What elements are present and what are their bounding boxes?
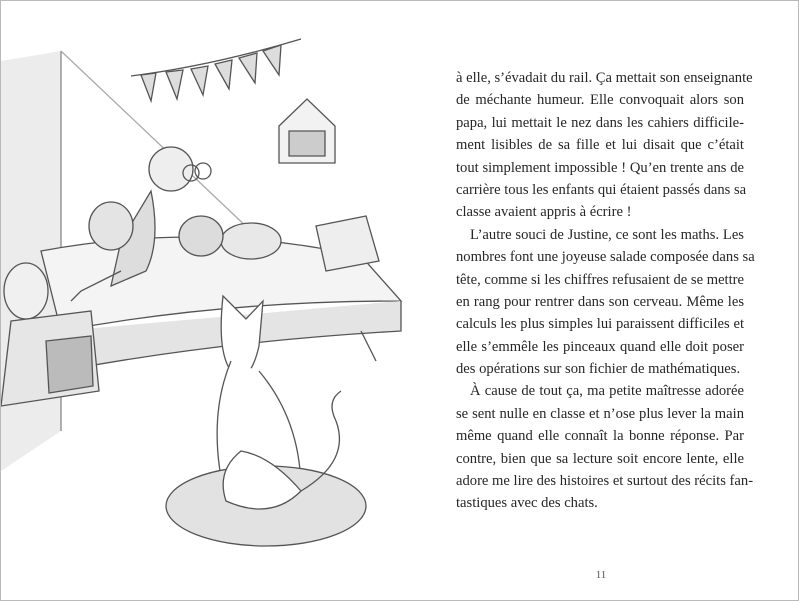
text-line: carrière tous les enfants qui étaient passés dans sa xyxy=(456,181,747,198)
girl-with-cat-in-bedroom-illustration xyxy=(1,1,421,601)
text-line: nombres font une joyeuse salade composée dans sa xyxy=(456,249,755,266)
paragraph xyxy=(456,67,753,224)
text-line: adore me lire des histoires et surtout des récits fan- xyxy=(456,473,754,490)
text-line: tout simplement impossible ! Qu’en trente ans de xyxy=(456,159,744,176)
text-line: classe avaient appris à écrire ! xyxy=(456,204,632,221)
text-line: à elle, s’évadait du rail. Ça mettait son enseignante xyxy=(456,70,753,86)
text-line: de méchante humeur. Elle convoquait alors son xyxy=(456,92,744,109)
text-line: des opérations sur son fichier de mathématiques. xyxy=(456,361,741,378)
text-line: tastiques avec des chats. xyxy=(456,495,598,512)
text-line: contre, bien que sa lecture soit encore lente, elle xyxy=(456,450,744,467)
paragraph xyxy=(456,224,755,381)
page-number: 11 xyxy=(595,569,607,581)
text-line: elle s’emmêle les pinceaux quand elle doit poser xyxy=(456,338,744,355)
body-text xyxy=(456,67,755,515)
text-line: papa, lui mettait le nez dans les cahiers difficile- xyxy=(456,114,744,131)
text-line: ment lisibles de sa fille et lui disait que c’était xyxy=(456,137,744,154)
text-line: en rang pour rentrer dans son cerveau. Même les xyxy=(456,293,744,310)
text-line: L’autre souci de Justine, ce sont les maths. Les xyxy=(470,226,744,243)
paragraph xyxy=(456,380,754,514)
text-line: se sent nulle en classe et n’ose plus lever la main xyxy=(456,405,744,422)
text-line: À cause de tout ça, ma petite maîtresse adorée xyxy=(470,383,744,400)
text-line: calculs les plus simples lui paraissent difficiles et xyxy=(456,316,744,333)
text-line: tête, comme si les chiffres refusaient de se mettre xyxy=(456,271,744,288)
text-line: même quand elle connaît la bonne réponse. Par xyxy=(456,428,744,445)
